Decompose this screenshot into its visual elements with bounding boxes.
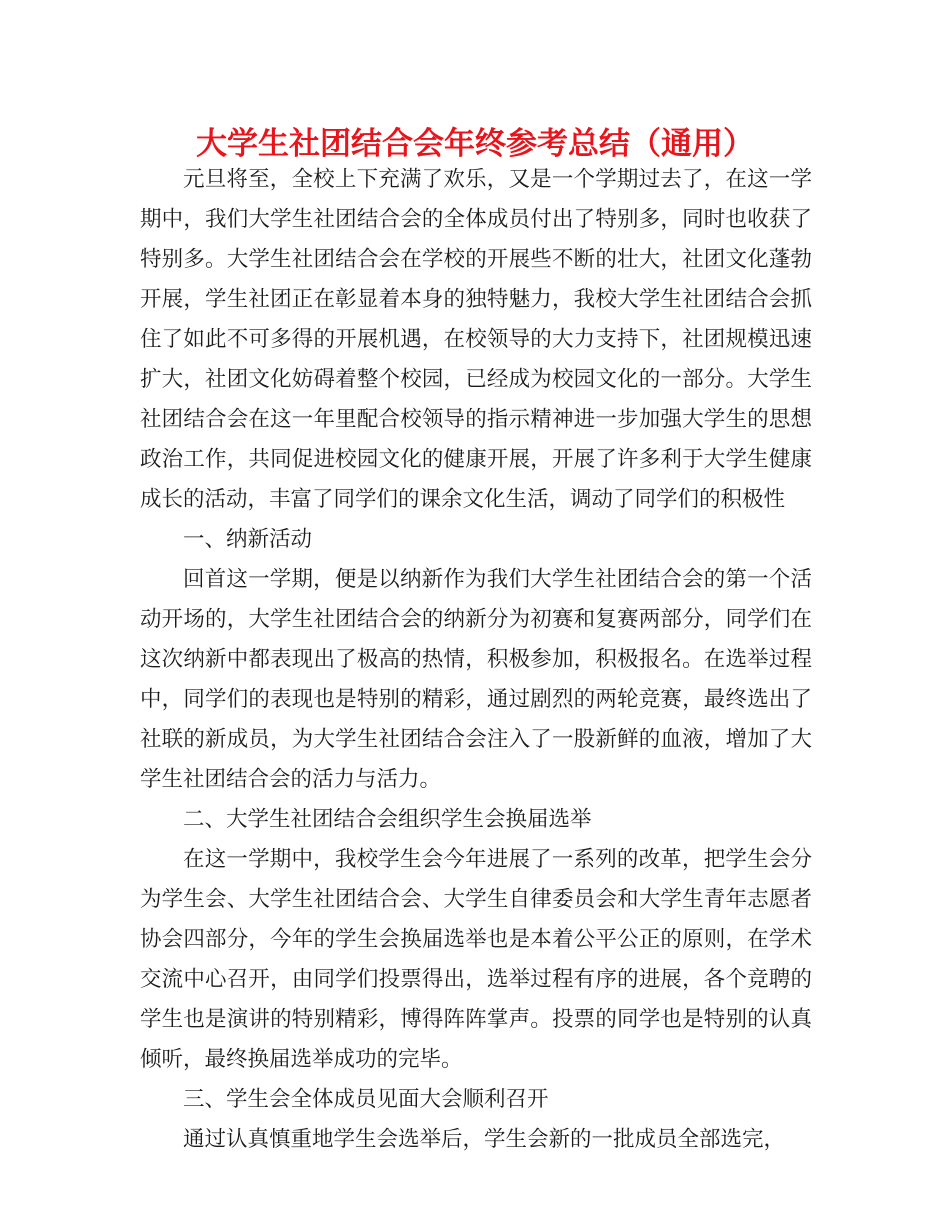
intro-paragraph: 元旦将至，全校上下充满了欢乐，又是一个学期过去了，在这一学期中，我们大学生社团结合会的全体成员付出了特别多，同时也收获了特别多。大学生社团结合会在学校的开展些不断的壮大，社团文化蓬勃开展，学生社团正在彰显着本身的独特魅力，我校大学生社团结合会抓住了如此不可多得的开展机遇，在校领导的大力支持下，社团规模迅速扩大，社团文化妨碍着整个校园，已经成为校园文化的一部分。大学生社团结合会在这一年里配合校领导的指示精神进一步加强大学生的思想政治工作，共同促进校园文化的健康开展，开展了许多利于大学生健康成长的活动，丰富了同学们的课余文化生活，调动了同学们的积极性 [140, 167, 812, 512]
recruitment-paragraph: 回首这一学期，便是以纳新作为我们大学生社团结合会的第一个活动开场的，大学生社团结合会的纳新分为初赛和复赛两部分，同学们在这次纳新中都表现出了极高的热情，积极参加，积极报名。在选举过程中，同学们的表现也是特别的精彩，通过剧烈的两轮竞赛，最终选出了社联的新成员，为大学生社团结合会注入了一股新鲜的血液，增加了大学生社团结合会的活力与活力。 [140, 567, 812, 792]
document-body [140, 160, 812, 1160]
document-title: 大学生社团结合会年终参考总结（通用） [196, 126, 754, 162]
meeting-paragraph: 通过认真慎重地学生会选举后，学生会新的一批成员全部选完， [183, 1127, 786, 1152]
election-paragraph: 在这一学期中，我校学生会今年进展了一系列的改革，把学生会分为学生会、大学生社团结合会、大学生自律委员会和大学生青年志愿者协会四部分，今年的学生会换届选举也是本着公平公正的原则，在学术交流中心召开，由同学们投票得出，选举过程有序的进展，各个竞聘的学生也是演讲的特别精彩，博得阵阵掌声。投票的同学也是特别的认真倾听，最终换届选举成功的完毕。 [140, 847, 812, 1072]
section-heading-election: 二、大学生社团结合会组织学生会换届选举 [183, 807, 592, 832]
section-heading-meeting: 三、学生会全体成员见面大会顺利召开 [183, 1087, 549, 1112]
section-heading-recruitment: 一、纳新活动 [183, 527, 313, 552]
